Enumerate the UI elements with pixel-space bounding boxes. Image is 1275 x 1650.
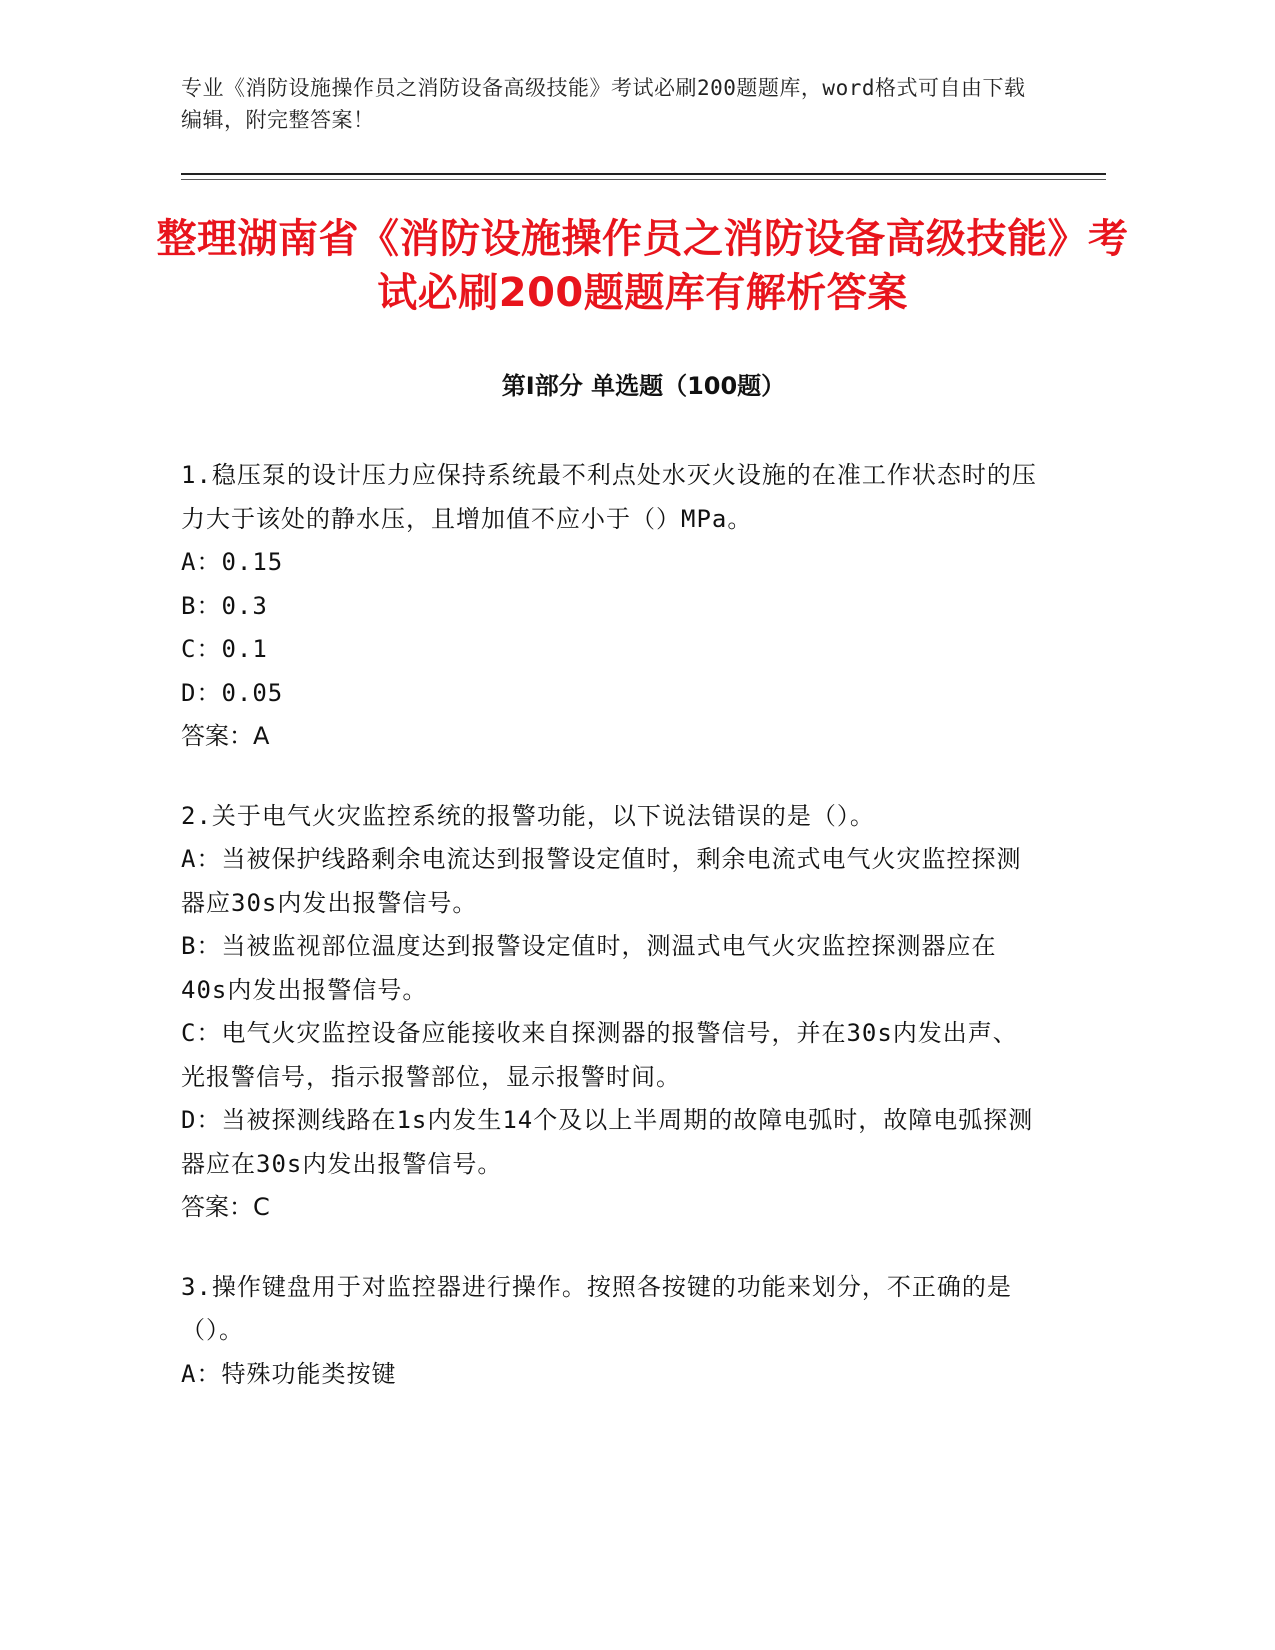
- question-1: [181, 454, 1041, 759]
- document-title: 整理湖南省《消防设施操作员之消防设备高级技能》考试必刷200题题库有解析答案: [156, 216, 1129, 316]
- option-c: C：电气火灾监控设备应能接收来自探测器的报警信号，并在30s内发出声、光报警信号，指示报警部位，显示报警时间。: [181, 1019, 1018, 1091]
- option-b: B：当被监视部位温度达到报警设定值时，测温式电气火灾监控探测器应在40s内发出报警信号。: [181, 932, 997, 1004]
- option-d: D：当被探测线路在1s内发生14个及以上半周期的故障电弧时，故障电弧探测器应在30s内发出报警信号。: [181, 1106, 1034, 1178]
- question-stem: 2.关于电气火灾监控系统的报警功能，以下说法错误的是（）。: [181, 801, 875, 830]
- header-note: 专业《消防设施操作员之消防设备高级技能》考试必刷200题题库，word格式可自由下载编辑，附完整答案！: [181, 76, 1026, 132]
- section-heading: 第I部分 单选题（100题）: [501, 372, 786, 400]
- question-2: [181, 795, 1041, 1230]
- option-c: C：0.1: [181, 635, 268, 663]
- question-stem: 1.稳压泵的设计压力应保持系统最不利点处水灭火设施的在准工作状态时的压力大于该处的静水压，且增加值不应小于（）MPa。: [181, 461, 1037, 533]
- header-divider-thick: [181, 173, 1106, 175]
- option-d: D：0.05: [181, 678, 284, 707]
- option-a: A：特殊功能类按键: [181, 1359, 397, 1388]
- question-list: [181, 454, 1041, 1432]
- question-3: [181, 1266, 1041, 1397]
- answer-line: 答案：C: [181, 1193, 270, 1221]
- question-stem: 3.操作键盘用于对监控器进行操作。按照各按键的功能来划分，不正确的是（）。: [181, 1272, 1012, 1344]
- option-b: B：0.3: [181, 591, 268, 620]
- option-a: A：0.15: [181, 548, 284, 576]
- answer-line: 答案：A: [181, 722, 270, 750]
- option-a: A：当被保护线路剩余电流达到报警设定值时，剩余电流式电气火灾监控探测器应30s内发出报警信号。: [181, 845, 1022, 917]
- header-divider-thin: [181, 179, 1106, 180]
